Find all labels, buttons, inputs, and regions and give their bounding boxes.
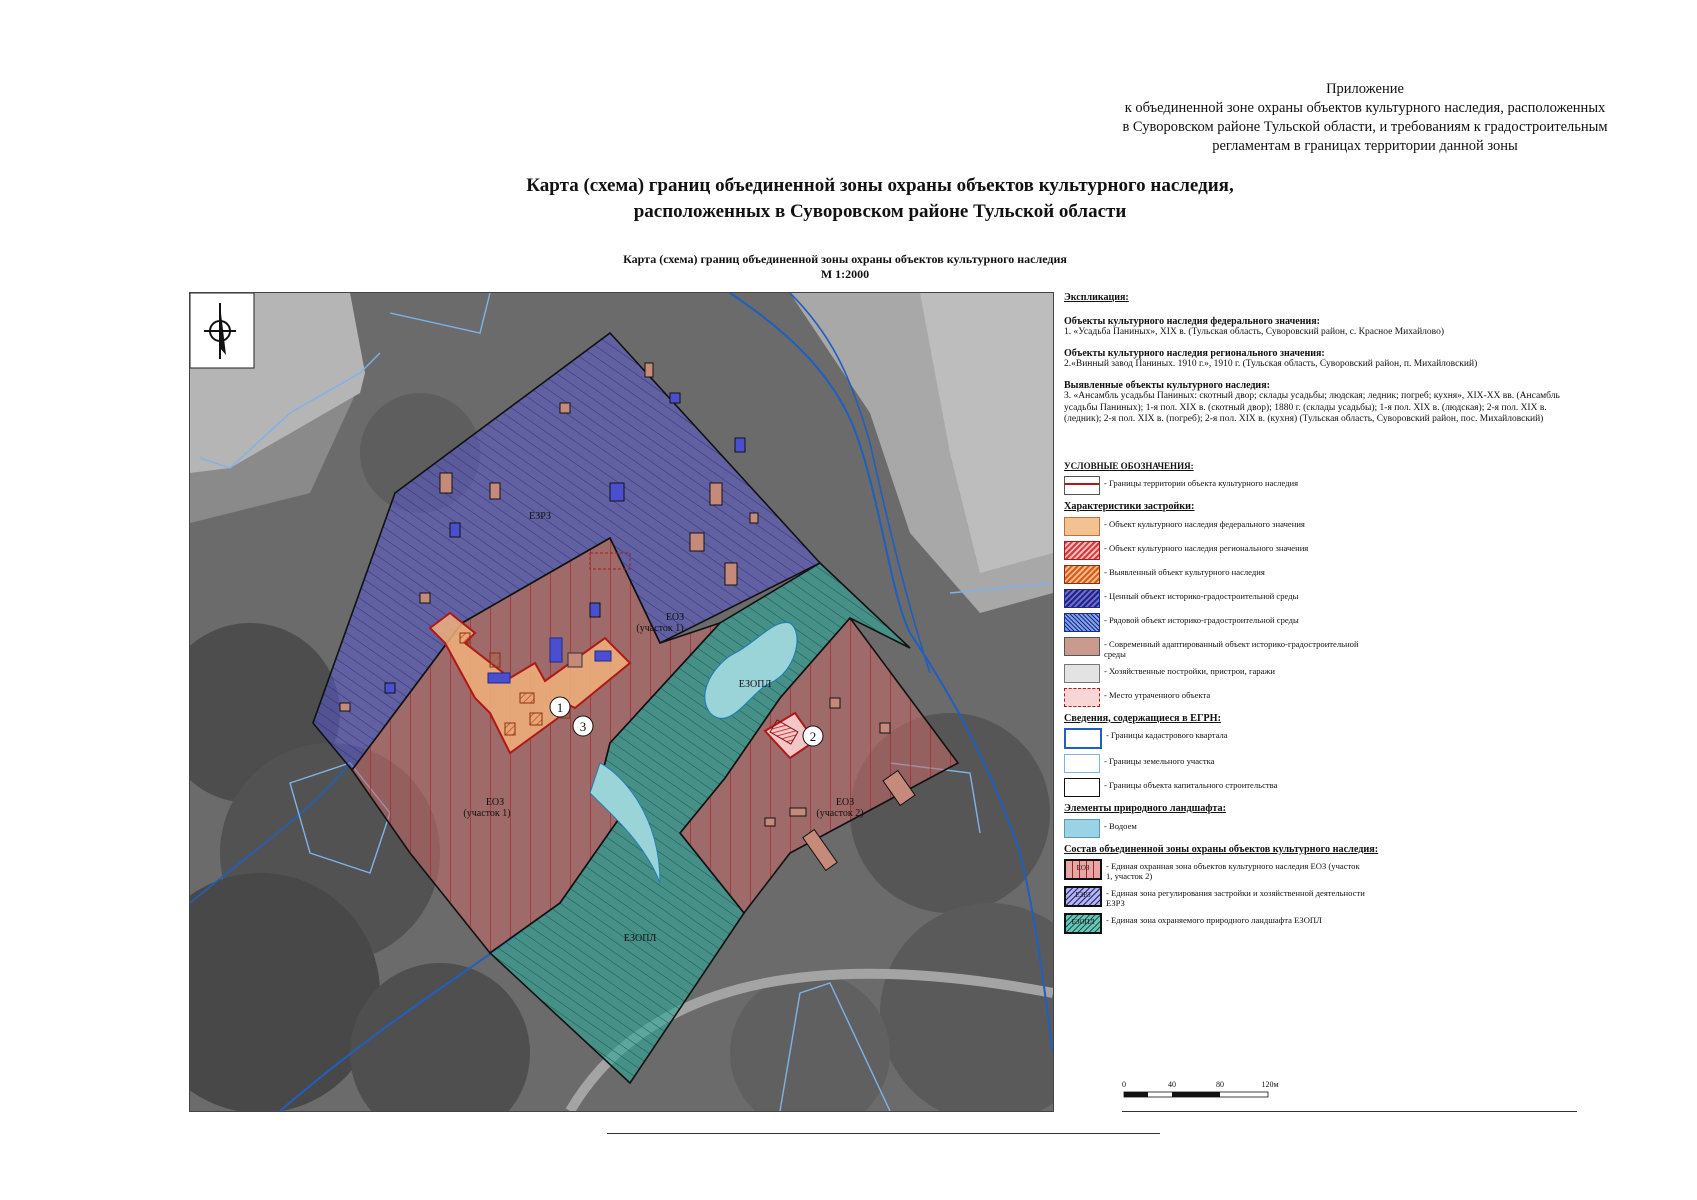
document-title-line-2: расположенных в Суворовском районе Тульской области: [633, 201, 1127, 222]
legend-row-building: [1064, 664, 1584, 683]
appendix-line-4: регламентам в границах территории данной зоны: [1212, 138, 1518, 154]
legend-label: - Место утраченного объекта: [1104, 689, 1211, 700]
legend-row-egrn: [1064, 778, 1584, 797]
swatch-identified: [1064, 565, 1100, 584]
swatch-utility: [1064, 664, 1100, 683]
swatch-land-plot: [1064, 754, 1100, 773]
scale-bar: [1120, 1079, 1280, 1111]
territory-boundary-swatch: [1064, 476, 1100, 495]
legend-identified-title: Выявленные объекты культурного наследия:: [1064, 379, 1270, 391]
label-ezopl-bottom: ЕЗОПЛ: [623, 933, 657, 944]
legend-federal-title: Объекты культурного наследия федерального значения:: [1064, 315, 1320, 327]
swatch-federal: [1064, 517, 1100, 536]
legend-label: - Рядовой объект историко-градостроительной среды: [1104, 614, 1299, 625]
label-ezrz: ЕЗРЗ: [529, 511, 551, 522]
legend-egrn-title: Сведения, содержащиеся в ЕГРН:: [1064, 712, 1221, 724]
zone-map: [189, 292, 1054, 1112]
legend-buildings-title: Характеристики застройки:: [1064, 501, 1195, 512]
label-eoz1-top-sub: (участок 1): [636, 623, 684, 634]
legend-label: - Границы объекта капитального строительства: [1104, 780, 1278, 790]
legend-row-zone: [1064, 886, 1584, 908]
legend-label: - Единая зона охраняемого природного ландшафта ЕЗОПЛ: [1106, 915, 1322, 925]
swatch-ordinary: [1064, 613, 1100, 632]
legend-row-territory: [1064, 476, 1584, 495]
legend-label: - Объект культурного наследия федерального значения: [1104, 518, 1305, 529]
legend-label: - Выявленный объект культурного наследия: [1104, 566, 1265, 577]
swatch-lost: [1064, 688, 1100, 707]
document-title-line-1: Карта (схема) границ объединенной зоны охраны объектов культурного наследия,: [526, 175, 1234, 196]
legend-row-building: [1064, 613, 1584, 632]
legend-row-landscape: [1064, 819, 1584, 838]
legend-row-egrn: [1064, 728, 1584, 749]
marker-3: 3: [579, 719, 587, 734]
legend-row-building: [1064, 589, 1584, 608]
swatch-water: [1064, 819, 1100, 838]
legend-regional: [1064, 348, 1584, 371]
appendix-line-1: Приложение: [1326, 81, 1404, 97]
legend-row-zone: [1064, 913, 1584, 934]
swatch-regional: [1064, 541, 1100, 560]
legend-federal-item: 1. «Усадьба Паниных», XIX в. (Тульская область, Суворовский район, с. Красное Михайлово): [1064, 327, 1445, 337]
legend-label: - Границы кадастрового квартала: [1106, 730, 1228, 740]
legend-label: - Современный адаптированный объект историко-градостроительной среды: [1104, 638, 1359, 659]
legend-label: - Единая зона регулирования застройки и хозяйственной деятельности ЕЗРЗ: [1106, 888, 1365, 908]
swatch-ezrz: [1064, 886, 1102, 907]
legend-identified-item: 3. «Ансамбль усадьбы Паниных: скотный двор; склады усадьбы; людская; ледник; погреб; кухня», XIX-XX вв. (Ансамбль усадьбы Паниных); 1-я пол. XIX в. (скотный двор); 1880 г. (склады усадьбы); 1-я пол. XIX в. (людская); 2-я пол. XIX в. (ледник); 2-я пол. XIX в. (погреб); 2-я пол. XIX в. (кухня) (Тульская область, Суворовский район, пос. Михайловский): [1064, 391, 1560, 424]
scale-tick-80: 80: [1216, 1080, 1224, 1089]
swatch-cadastral: [1064, 728, 1102, 749]
swatch-ezrz-code: ЕЗРЗ: [1075, 891, 1091, 899]
legend-label: - Границы территории объекта культурного наследия: [1104, 478, 1299, 488]
label-eoz1-left: ЕОЗ: [485, 797, 505, 808]
legend-identified: [1064, 380, 1569, 426]
legend-zones-title: Состав объединенной зоны охраны объектов культурного наследия:: [1064, 843, 1379, 855]
legend-row-building: [1064, 517, 1584, 536]
legend-panel: [1064, 292, 1584, 939]
legend-regional-title: Объекты культурного наследия регионального значения:: [1064, 347, 1325, 359]
swatch-eoz: [1064, 859, 1102, 880]
scale-tick-40: 40: [1168, 1080, 1176, 1089]
map-caption: [500, 252, 1190, 282]
legend-divider: [1122, 1111, 1577, 1112]
legend-symbols-title: УСЛОВНЫЕ ОБОЗНАЧЕНИЯ:: [1064, 460, 1194, 471]
map-caption-line-1: Карта (схема) границ объединенной зоны охраны объектов культурного наследия: [623, 252, 1067, 266]
appendix-line-2: к объединенной зоне охраны объектов культурного наследия, расположенных: [1124, 100, 1606, 116]
legend-row-building: [1064, 541, 1584, 560]
swatch-eoz-code: ЕОЗ: [1076, 864, 1090, 872]
legend-regional-item: 2.«Винный завод Паниных. 1910 г.», 1910 г. (Тульская область, Суворовский район, п. Михайловский): [1064, 359, 1478, 369]
scale-tick-0: 0: [1122, 1080, 1126, 1089]
document-title: [320, 173, 1440, 225]
bottom-divider: [607, 1133, 1160, 1134]
swatch-ezopl: [1064, 913, 1102, 934]
appendix-header: [1085, 80, 1645, 156]
appendix-line-3: в Суворовском районе Тульской области, и требованиям к градостроительным: [1122, 119, 1608, 135]
scale-tick-120: 120м: [1261, 1080, 1279, 1089]
marker-1: 1: [556, 700, 564, 715]
map-caption-scale: М 1:2000: [820, 267, 870, 281]
legend-row-egrn: [1064, 754, 1584, 773]
label-eoz2-sub: (участок 2): [816, 808, 864, 819]
legend-label: - Ценный объект историко-градостроительной среды: [1104, 590, 1299, 601]
label-ezopl-top: ЕЗОПЛ: [738, 679, 772, 690]
north-arrow-icon: [190, 293, 254, 368]
marker-2: 2: [809, 729, 817, 744]
legend-label: - Объект культурного наследия регионального значения: [1104, 542, 1309, 553]
legend-landscape-title: Элементы природного ландшафта:: [1064, 803, 1227, 814]
swatch-ezopl-code: ЕЗОПЛ: [1071, 918, 1095, 926]
legend-label: - Водоем: [1104, 820, 1137, 831]
legend-federal: [1064, 316, 1584, 339]
swatch-modern: [1064, 637, 1100, 656]
legend-row-zone: [1064, 859, 1584, 881]
legend-label: - Границы земельного участка: [1104, 756, 1215, 766]
label-eoz1-top: ЕОЗ: [665, 612, 685, 623]
label-eoz1-left-sub: (участок 1): [463, 808, 511, 819]
swatch-valuable: [1064, 589, 1100, 608]
legend-header: Экспликация:: [1064, 292, 1129, 303]
legend-label: - Хозяйственные постройки, пристрои, гаражи: [1104, 665, 1275, 676]
legend-row-building: [1064, 637, 1584, 659]
legend-row-building: [1064, 688, 1584, 707]
legend-label: - Единая охранная зона объектов культурного наследия ЕОЗ (участок 1, участок 2): [1106, 861, 1360, 881]
legend-row-building: [1064, 565, 1584, 584]
swatch-capital-object: [1064, 778, 1100, 797]
label-eoz2: ЕОЗ: [835, 797, 855, 808]
